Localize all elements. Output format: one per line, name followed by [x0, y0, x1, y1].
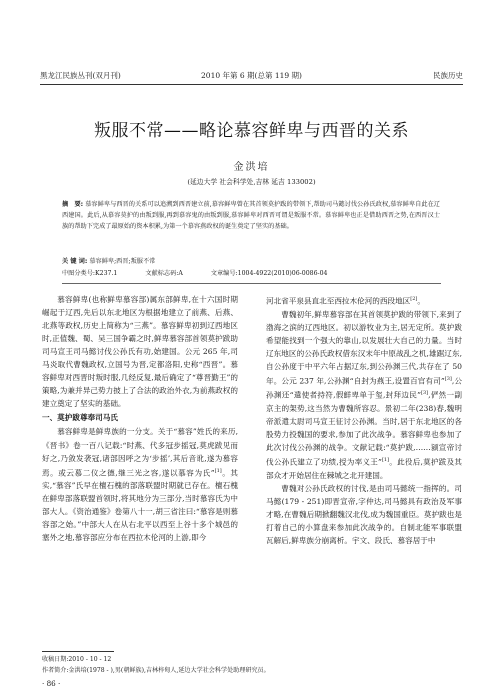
- keywords: [62, 256, 440, 267]
- paragraph: 河北省平泉县直北至西拉木伦河的西段地区[2]。: [266, 296, 425, 306]
- citation-ref: [3]: [421, 390, 429, 397]
- keywords-label: 关 键 词:: [62, 258, 88, 265]
- citation-ref: [3]: [444, 375, 452, 382]
- section-name: 民族历史: [433, 71, 463, 80]
- header-rule: [40, 84, 463, 85]
- abstract-text: 慕容鲜卑与西晋的关系可以追溯到西晋建立前,慕容鲜卑曾在其首领莫护跋的带领下,帮助司马懿讨伐公孙氏政权,慕容鲜卑自此在辽西建国。此后,从慕容莫护的由叛到服,再到慕容鬼的由叛到服,慕容鲜卑对西晋可谓是叛服不常。慕容鲜卑也正是借助西晋之势,在西晋汉士族的帮助下完成了最原始的资本积累,为第一个慕容燕政权的诞生奠定了坚实的基础。: [62, 201, 440, 230]
- body-column-left: [42, 293, 238, 544]
- citation-ref: [2]: [410, 296, 418, 302]
- section-heading: 一、莫护跋尊奉司马氏: [42, 413, 118, 423]
- body-column-right: [266, 293, 462, 547]
- abstract-label: 摘 要:: [62, 201, 84, 208]
- article-title: 叛服不常——略论慕容鲜卑与西晋的关系: [94, 121, 409, 141]
- classification-meta: [62, 268, 440, 277]
- citation-ref: [1]: [381, 457, 390, 464]
- author-affiliation: (延边大学 社会科学处,吉林 延吉 133002): [187, 178, 316, 186]
- citation-ref: [1]: [214, 467, 222, 474]
- issue-info: 2010 年第 6 期(总第 119 期): [201, 71, 302, 80]
- paragraph: 曹魏初年,鲜卑慕容部在其首领莫护跋的带领下,来到了渤海之滨的辽西地区。初以游牧业为主,居无定所。莫护跋希望能找到一个强大的靠山,以发展壮大自己的力量。当时辽东地区的公孙氏政权借东汉末年中原战乱之机,雄踞辽东,自公孙度于中平六年占据辽东,到公孙渊三代,共存在了 50 年。公元 237 年,公孙渊“自封为燕王,设置百官有司”[3],公孙渊还“遣使者持符,假鲜卑单于玺,封拜边民”[3],俨然一副京主的架势,这当然为曹魏所容忍。景初二年(238)春,魏明帝派遣太尉司马宣王征讨公孙渊。当时,居于东北地区的各股势力投魏国的要求,参加了此次战争。慕容鲜卑也参加了此次讨伐公孙渊的战争。文献记载:“莫护跋,……颍宣帝讨伐公孙氏建立了功绩,授为率义王”[1]。此役后,莫护跋及其部众才开始居住在棘城之北开建国。: [266, 309, 463, 480]
- author-bio: 作者简介:金洪培(1978 - ),男(朝鲜族),吉林梓甸人,延边大学社会科学处助理研究员。: [42, 667, 270, 674]
- author-name: 金洪培: [233, 162, 270, 173]
- journal-name: 黑龙江民族丛刊(双月刊): [40, 71, 121, 80]
- abstract-rule: [62, 283, 441, 284]
- abstract: [62, 199, 440, 232]
- page-number: · 86 ·: [42, 679, 61, 688]
- received-date: 收稿日期:2010 - 10 - 12: [42, 656, 112, 663]
- keywords-text: 慕容鲜卑;西晋;叛服不常: [89, 258, 156, 265]
- document-code: 文献标志码:A: [145, 270, 183, 277]
- paragraph: 慕容鲜卑(也称鲜卑慕容部)属东部鲜卑,在十六国时期崛起于辽西,先后以东北地区为根据地建立了前燕、后燕、北燕等政权,历史上简称为“三燕”。慕容鲜卑初到辽西地区时,正值魏、蜀、吴三国争霸之时,鲜卑慕容部首领莫护跋助司马宣王司马懿讨伐公孙氏有功,始建国。公元 265 年,司马炎取代曹魏政权,立国号为晋,定都洛阳,史称“西晋”。慕容鲜卑对西晋时叛时服,几经反复,最后确定了“尊晋勤王”的策略,为兼并异己势力披上了合法的政治外衣,为前燕政权的建立奠定了坚实的基础。: [42, 295, 238, 409]
- running-header: [40, 70, 463, 82]
- paragraph: 慕容鲜卑是鲜卑族的一分支。关于“慕容”姓氏的来历,《晋书》卷一百八记载:“时燕、代多冠步摇冠,莫虎跋见而好之,乃敛发袭冠,诸部因呼之为‘步摇’,其后音讹,遂为慕容焉。或云慕二仪之德,继三光之容,遂以慕容为氏”[1]。其实,“慕容”氏早在檀石槐的部落联盟时期就已存在。檀石槐在鲜卑部落联盟首领时,将其地分为三部分,当时慕容氏为中部大人。《资治通鉴》卷第八十一,胡三省注曰:“慕容是则慕容部之始。”中部大人在从右北平以西至上谷十多个城邑的塞外之地,慕容部应分布在西拉木伦河的上游,即今: [42, 427, 238, 543]
- article-number: 文章编号:1004-4922(2010)06-0086-04: [210, 270, 328, 277]
- clc-number: 中图分类号:K237.1: [62, 270, 118, 277]
- footnote-rule: [42, 651, 114, 652]
- paragraph: 曹魏对公孙氏政权的讨伐,是由司马懿统一指挥的。司马懿(179 - 251)即晋宣帝,字仲达,司马懿具有政治及军事才略,在曹魏后期掀翻魏汉北伐,成为魏国重臣。莫护跋也是打着自己的小算盘来参加此次战争的。自制北能军事联盟瓦解后,鲜卑族分崩离析。宇文、段氏、慕容居于中: [266, 483, 462, 545]
